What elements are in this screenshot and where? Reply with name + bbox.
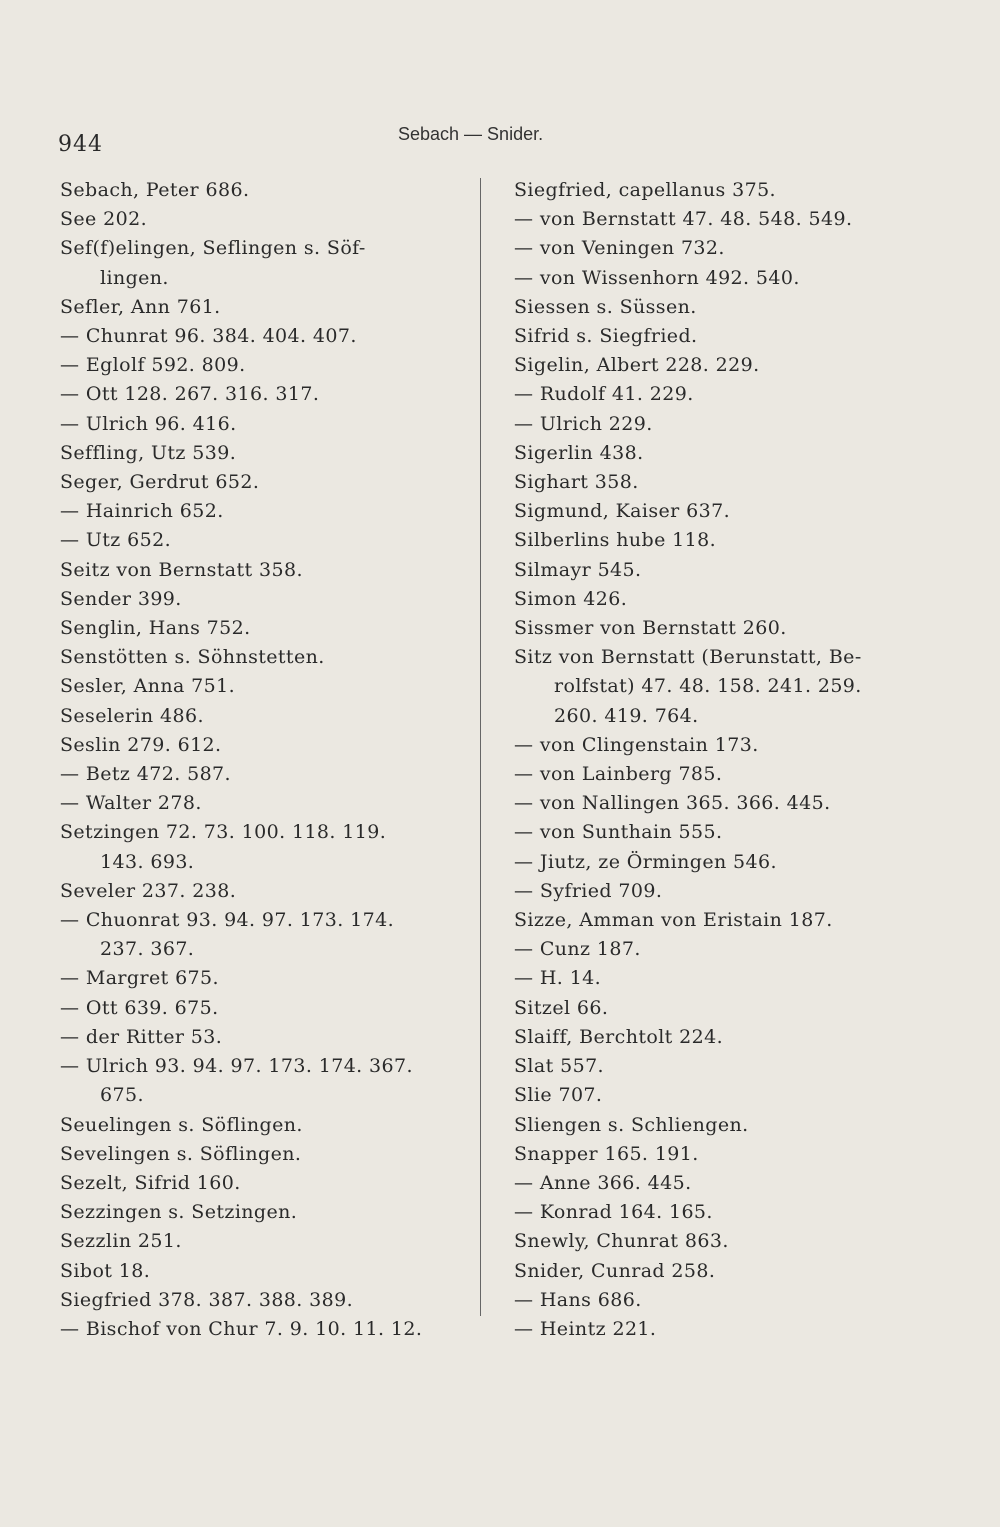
index-entry: Sitz von Bernstatt (Berunstatt, Be- <box>514 646 862 669</box>
page-number: 944 <box>58 132 103 157</box>
index-entry: Sigelin, Albert 228. 229. <box>514 354 760 377</box>
index-entry: Siegfried, capellanus 375. <box>514 179 777 201</box>
index-entry: Sef(f)elingen, Seflingen s. Söf- <box>60 237 366 260</box>
index-entry: — von Bernstatt 47. 48. 548. 549. <box>514 208 853 231</box>
index-entry: Siessen s. Süssen. <box>514 295 697 318</box>
index-entry: Sezzingen s. Setzingen. <box>60 1201 298 1224</box>
index-entry: — Cunz 187. <box>514 938 641 961</box>
index-entry: Slat 557. <box>514 1055 604 1078</box>
index-entry: Silmayr 545. <box>514 558 642 581</box>
index-entry-continuation: 237. 367. <box>100 938 195 961</box>
index-entry-continuation: lingen. <box>100 266 169 289</box>
index-entry: — Hans 686. <box>514 1288 642 1311</box>
index-entry: — Jiutz, ze Örmingen 546. <box>514 850 777 873</box>
index-entry: Senstötten s. Söhnstetten. <box>60 646 325 669</box>
index-entry-continuation: 675. <box>100 1084 144 1107</box>
index-column-left <box>60 176 460 1344</box>
index-entry: — H. 14. <box>514 967 602 990</box>
index-entry-continuation: rolfstat) 47. 48. 158. 241. 259. <box>554 675 862 698</box>
index-entry: — von Sunthain 555. <box>514 821 723 844</box>
index-entry: Sevelingen s. Söflingen. <box>60 1142 302 1165</box>
index-entry: Seselerin 486. <box>60 704 204 727</box>
index-entry: Seslin 279. 612. <box>60 733 222 756</box>
index-entry: Sezelt, Sifrid 160. <box>60 1171 241 1194</box>
index-entry: Silberlins hube 118. <box>514 529 717 552</box>
index-entry: Seffling, Utz 539. <box>60 441 237 464</box>
index-entry: Snider, Cunrad 258. <box>514 1259 716 1282</box>
index-entry: — Eglolf 592. 809. <box>60 354 246 377</box>
index-entry: Seveler 237. 238. <box>60 879 237 902</box>
running-head: Sebach — Snider. <box>398 124 544 144</box>
index-entry: — von Lainberg 785. <box>514 763 723 786</box>
index-entry: See 202. <box>60 208 148 231</box>
index-entry: Sefler, Ann 761. <box>60 295 221 318</box>
index-entry: — Heintz 221. <box>514 1317 657 1340</box>
index-entry: — Margret 675. <box>60 967 219 990</box>
index-entry: Sighart 358. <box>514 471 639 494</box>
index-entry-continuation: 260. 419. 764. <box>554 704 699 727</box>
index-entry: Slaiff, Berchtolt 224. <box>514 1025 724 1048</box>
index-entry: Sliengen s. Schliengen. <box>514 1113 749 1136</box>
index-entry: — Chuonrat 93. 94. 97. 173. 174. <box>60 909 395 932</box>
index-entry: Simon 426. <box>514 587 628 610</box>
index-entry: Snapper 165. 191. <box>514 1142 699 1165</box>
index-entry: — Ott 639. 675. <box>60 996 219 1019</box>
index-entry: Siegfried 378. 387. 388. 389. <box>60 1288 354 1311</box>
index-entry: — Ott 128. 267. 316. 317. <box>60 383 320 406</box>
index-entry: — der Ritter 53. <box>60 1025 223 1048</box>
index-entry: Seger, Gerdrut 652. <box>60 471 260 494</box>
index-entry: — Walter 278. <box>60 792 202 815</box>
index-entry: Sifrid s. Siegfried. <box>514 325 698 348</box>
index-entry: Sibot 18. <box>60 1259 151 1282</box>
index-entry: Seuelingen s. Söflingen. <box>60 1113 303 1136</box>
index-entry: Sebach, Peter 686. <box>60 179 250 201</box>
index-entry: Sender 399. <box>60 587 182 610</box>
index-entry: — von Veningen 732. <box>514 237 725 260</box>
index-entry: — von Nallingen 365. 366. 445. <box>514 792 831 815</box>
index-column-right <box>514 176 904 1344</box>
index-entry: — Utz 652. <box>60 529 172 552</box>
index-entry: — Ulrich 96. 416. <box>60 412 237 435</box>
index-entry: — Hainrich 652. <box>60 500 224 523</box>
index-entry: — Chunrat 96. 384. 404. 407. <box>60 325 357 348</box>
index-entry: Slie 707. <box>514 1084 603 1107</box>
index-entry: Sigmund, Kaiser 637. <box>514 500 731 523</box>
index-entry: — Syfried 709. <box>514 879 663 902</box>
index-entry: Sigerlin 438. <box>514 441 644 464</box>
index-entry: — Ulrich 93. 94. 97. 173. 174. 367. <box>60 1055 413 1078</box>
index-entry-continuation: 143. 693. <box>100 850 195 873</box>
column-divider <box>480 178 481 1316</box>
index-entry: — Ulrich 229. <box>514 412 653 435</box>
index-entry: Sesler, Anna 751. <box>60 675 236 698</box>
index-entry: — von Wissenhorn 492. 540. <box>514 266 800 289</box>
index-entry: — Betz 472. 587. <box>60 763 231 786</box>
index-entry: — Konrad 164. 165. <box>514 1201 713 1224</box>
index-entry: Sitzel 66. <box>514 996 609 1019</box>
index-entry: Snewly, Chunrat 863. <box>514 1230 729 1253</box>
index-entry: Senglin, Hans 752. <box>60 617 251 640</box>
index-entry: Sissmer von Bernstatt 260. <box>514 617 787 640</box>
index-entry: Sezzlin 251. <box>60 1230 182 1253</box>
index-entry: — von Clingenstain 173. <box>514 733 759 756</box>
index-entry: — Rudolf 41. 229. <box>514 383 694 406</box>
index-entry: Setzingen 72. 73. 100. 118. 119. <box>60 821 387 844</box>
index-entry: — Anne 366. 445. <box>514 1171 692 1194</box>
index-entry: Sizze, Amman von Eristain 187. <box>514 909 833 932</box>
index-entry: Seitz von Bernstatt 358. <box>60 558 303 581</box>
index-entry: — Bischof von Chur 7. 9. 10. 11. 12. <box>60 1317 423 1340</box>
